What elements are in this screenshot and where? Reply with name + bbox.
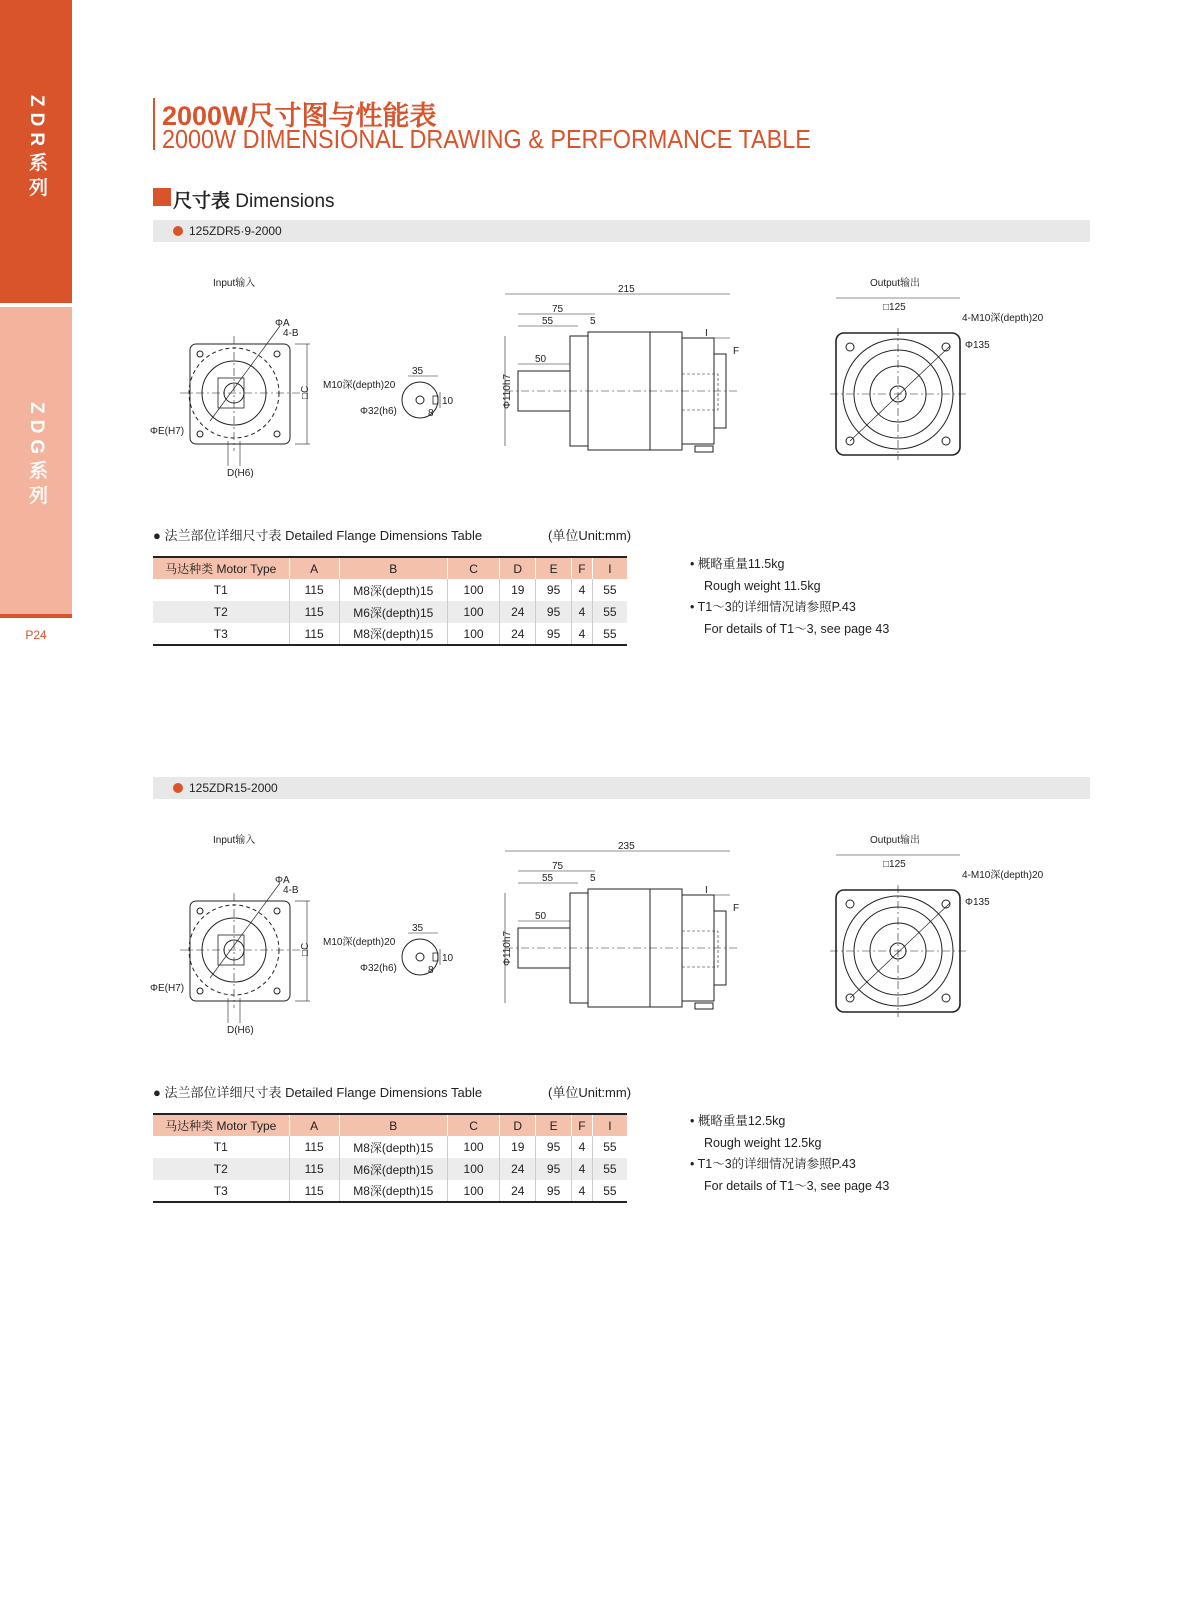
label-shaft-35: 35 [412, 366, 424, 377]
label-len-5: 5 [590, 873, 596, 884]
label-out-phi: Φ135 [965, 340, 990, 351]
column-header: E [536, 1114, 572, 1136]
table-cell: 95 [536, 1158, 572, 1180]
table-row [153, 623, 627, 645]
output-flange-view [830, 833, 1044, 1017]
table-cell: 19 [500, 1136, 536, 1158]
column-header: D [500, 557, 536, 579]
model-name: 125ZDR15-2000 [189, 781, 278, 795]
page-number: P24 [25, 628, 47, 642]
table-row [153, 1158, 627, 1180]
dimension-drawing [150, 276, 1090, 506]
table-caption: ● 法兰部位详细尺寸表 Detailed Flange Dimensions Table [153, 528, 483, 543]
label-shaft-thread: M10深(depth)20 [323, 937, 396, 948]
table-row [153, 579, 627, 601]
label-shaft-thread: M10深(depth)20 [323, 380, 396, 391]
table-cell: 100 [447, 1136, 500, 1158]
model-name: 125ZDR5·9-2000 [189, 224, 282, 238]
table-cell: T3 [153, 1180, 289, 1202]
label-len-i: I [705, 885, 708, 896]
table-cell: T1 [153, 579, 289, 601]
sidebar-zdr-label: ZDR系列 [26, 95, 47, 203]
table-cell: T3 [153, 623, 289, 645]
table-caption: ● 法兰部位详细尺寸表 Detailed Flange Dimensions Table [153, 1085, 483, 1100]
label-out-bolt: 4-M10深(depth)20 [962, 870, 1044, 881]
output-flange-view [830, 276, 1044, 460]
note-weight-en: Rough weight 12.5kg [704, 1135, 822, 1150]
column-header: D [500, 1114, 536, 1136]
column-header: I [592, 557, 627, 579]
label-shaft-8: 8 [428, 965, 434, 976]
notes [690, 1111, 889, 1197]
table-cell: M8深(depth)15 [339, 623, 447, 645]
section-title-cn: 尺寸表 [173, 191, 231, 212]
label-d: D(H6) [227, 1025, 254, 1036]
label-out-sq: □125 [883, 859, 906, 870]
section-square-icon [153, 188, 171, 206]
label-phi110: Φ110h7 [502, 373, 513, 409]
input-label: Input输入 [213, 835, 256, 846]
section-title [173, 186, 335, 213]
table-cell: 95 [536, 1180, 572, 1202]
label-len-75: 75 [552, 304, 564, 315]
column-header: C [447, 557, 500, 579]
note-weight-cn: • 概略重量12.5kg [690, 1114, 786, 1128]
table-cell: 4 [572, 1136, 593, 1158]
label-4b: 4-B [283, 885, 299, 896]
table-cell: 19 [500, 579, 536, 601]
shaft-end-view [323, 923, 454, 976]
table-row [153, 601, 627, 623]
flange-dimensions-table [153, 556, 627, 646]
input-label: Input输入 [213, 278, 256, 289]
column-header: B [339, 557, 447, 579]
reducer-side-view [502, 284, 740, 452]
model-bar [153, 777, 1090, 799]
output-label: Output输出 [870, 278, 921, 289]
input-flange-view [150, 276, 311, 479]
sidebar-divider [0, 614, 72, 618]
page-title-en: 2000W DIMENSIONAL DRAWING & PERFORMANCE TABLE [162, 124, 811, 154]
table-cell: 100 [447, 623, 500, 645]
table-cell: T1 [153, 1136, 289, 1158]
column-header: F [572, 557, 593, 579]
output-label: Output输出 [870, 835, 921, 846]
note-weight-en: Rough weight 11.5kg [704, 578, 821, 593]
table-cell: M8深(depth)15 [339, 1180, 447, 1202]
table-cell: M8深(depth)15 [339, 1136, 447, 1158]
column-header: A [289, 557, 339, 579]
table-cell: M6深(depth)15 [339, 601, 447, 623]
label-phi-a: ΦA [275, 318, 290, 329]
table-row [153, 1136, 627, 1158]
label-len-f: F [733, 903, 740, 914]
table-cell: 115 [289, 579, 339, 601]
table-cell: 115 [289, 623, 339, 645]
dimension-drawing [150, 833, 1090, 1063]
table-cell: 115 [289, 1180, 339, 1202]
label-phi-e: ΦE(H7) [150, 983, 185, 994]
column-header: F [572, 1114, 593, 1136]
column-header: 马达种类 Motor Type [153, 557, 289, 579]
table-cell: T2 [153, 601, 289, 623]
label-phi-e: ΦE(H7) [150, 426, 185, 437]
notes [690, 554, 889, 640]
table-cell: 4 [572, 1180, 593, 1202]
note-weight-cn: • 概略重量11.5kg [690, 557, 785, 571]
note-ref-en: For details of T1～3, see page 43 [704, 621, 890, 636]
table-cell: 100 [447, 601, 500, 623]
label-c: □C [300, 942, 311, 956]
title-accent-bar [153, 98, 155, 150]
label-shaft-10: 10 [442, 953, 454, 964]
label-shaft-phi32: Φ32(h6) [360, 406, 397, 417]
column-header: B [339, 1114, 447, 1136]
table-cell: 4 [572, 623, 593, 645]
table-cell: 24 [500, 601, 536, 623]
table-cell: T2 [153, 1158, 289, 1180]
table-cell: 4 [572, 601, 593, 623]
label-out-bolt: 4-M10深(depth)20 [962, 313, 1044, 324]
table-cell: 55 [592, 1158, 627, 1180]
column-header: C [447, 1114, 500, 1136]
table-cell: 100 [447, 1180, 500, 1202]
table-cell: 115 [289, 601, 339, 623]
column-header: 马达种类 Motor Type [153, 1114, 289, 1136]
table-row [153, 1180, 627, 1202]
table-cell: 55 [592, 601, 627, 623]
table-cell: 95 [536, 579, 572, 601]
column-header: I [592, 1114, 627, 1136]
note-ref-cn: • T1～3的详细情况请参照P.43 [690, 1157, 856, 1171]
label-len-55: 55 [542, 873, 554, 884]
table-cell: M8深(depth)15 [339, 579, 447, 601]
label-len-f: F [733, 346, 740, 357]
note-ref-cn: • T1～3的详细情况请参照P.43 [690, 600, 856, 614]
page-title-cn: 2000W尺寸图与性能表 [162, 101, 437, 131]
label-phi110: Φ110h7 [502, 930, 513, 966]
table-cell: 55 [592, 1180, 627, 1202]
table-cell: M6深(depth)15 [339, 1158, 447, 1180]
table-cell: 95 [536, 1136, 572, 1158]
reducer-side-view [502, 841, 740, 1009]
section-title-en: Dimensions [235, 191, 335, 212]
table-unit: (单位Unit:mm) [548, 1085, 632, 1100]
table-header-row [153, 1114, 627, 1136]
label-len-50: 50 [535, 911, 547, 922]
table-cell: 95 [536, 601, 572, 623]
table-cell: 24 [500, 623, 536, 645]
column-header: E [536, 557, 572, 579]
label-c: □C [300, 385, 311, 399]
table-cell: 100 [447, 579, 500, 601]
table-unit: (单位Unit:mm) [548, 528, 632, 543]
table-cell: 24 [500, 1158, 536, 1180]
bullet-dot-icon [173, 226, 183, 236]
label-out-phi: Φ135 [965, 897, 990, 908]
table-cell: 4 [572, 1158, 593, 1180]
note-ref-en: For details of T1～3, see page 43 [704, 1178, 890, 1193]
table-cell: 55 [592, 623, 627, 645]
label-len-50: 50 [535, 354, 547, 365]
input-flange-view [150, 833, 311, 1036]
flange-dimensions-table [153, 1113, 627, 1203]
label-len-75: 75 [552, 861, 564, 872]
shaft-end-view [323, 366, 454, 419]
model-bar [153, 220, 1090, 242]
label-total-length: 235 [618, 841, 635, 852]
bullet-dot-icon [173, 783, 183, 793]
label-len-5: 5 [590, 316, 596, 327]
sidebar-zdg-label: ZDG系列 [26, 402, 47, 511]
table-body [153, 579, 627, 645]
table-cell: 4 [572, 579, 593, 601]
table-cell: 100 [447, 1158, 500, 1180]
table-cell: 115 [289, 1158, 339, 1180]
label-shaft-8: 8 [428, 408, 434, 419]
label-phi-a: ΦA [275, 875, 290, 886]
label-len-55: 55 [542, 316, 554, 327]
label-4b: 4-B [283, 328, 299, 339]
table-cell: 55 [592, 579, 627, 601]
table-cell: 24 [500, 1180, 536, 1202]
label-out-sq: □125 [883, 302, 906, 313]
label-shaft-phi32: Φ32(h6) [360, 963, 397, 974]
table-body [153, 1136, 627, 1202]
table-cell: 115 [289, 1136, 339, 1158]
label-d: D(H6) [227, 468, 254, 479]
column-header: A [289, 1114, 339, 1136]
table-cell: 95 [536, 623, 572, 645]
label-len-i: I [705, 328, 708, 339]
label-total-length: 215 [618, 284, 635, 295]
label-shaft-10: 10 [442, 396, 454, 407]
label-shaft-35: 35 [412, 923, 424, 934]
table-header-row [153, 557, 627, 579]
table-cell: 55 [592, 1136, 627, 1158]
